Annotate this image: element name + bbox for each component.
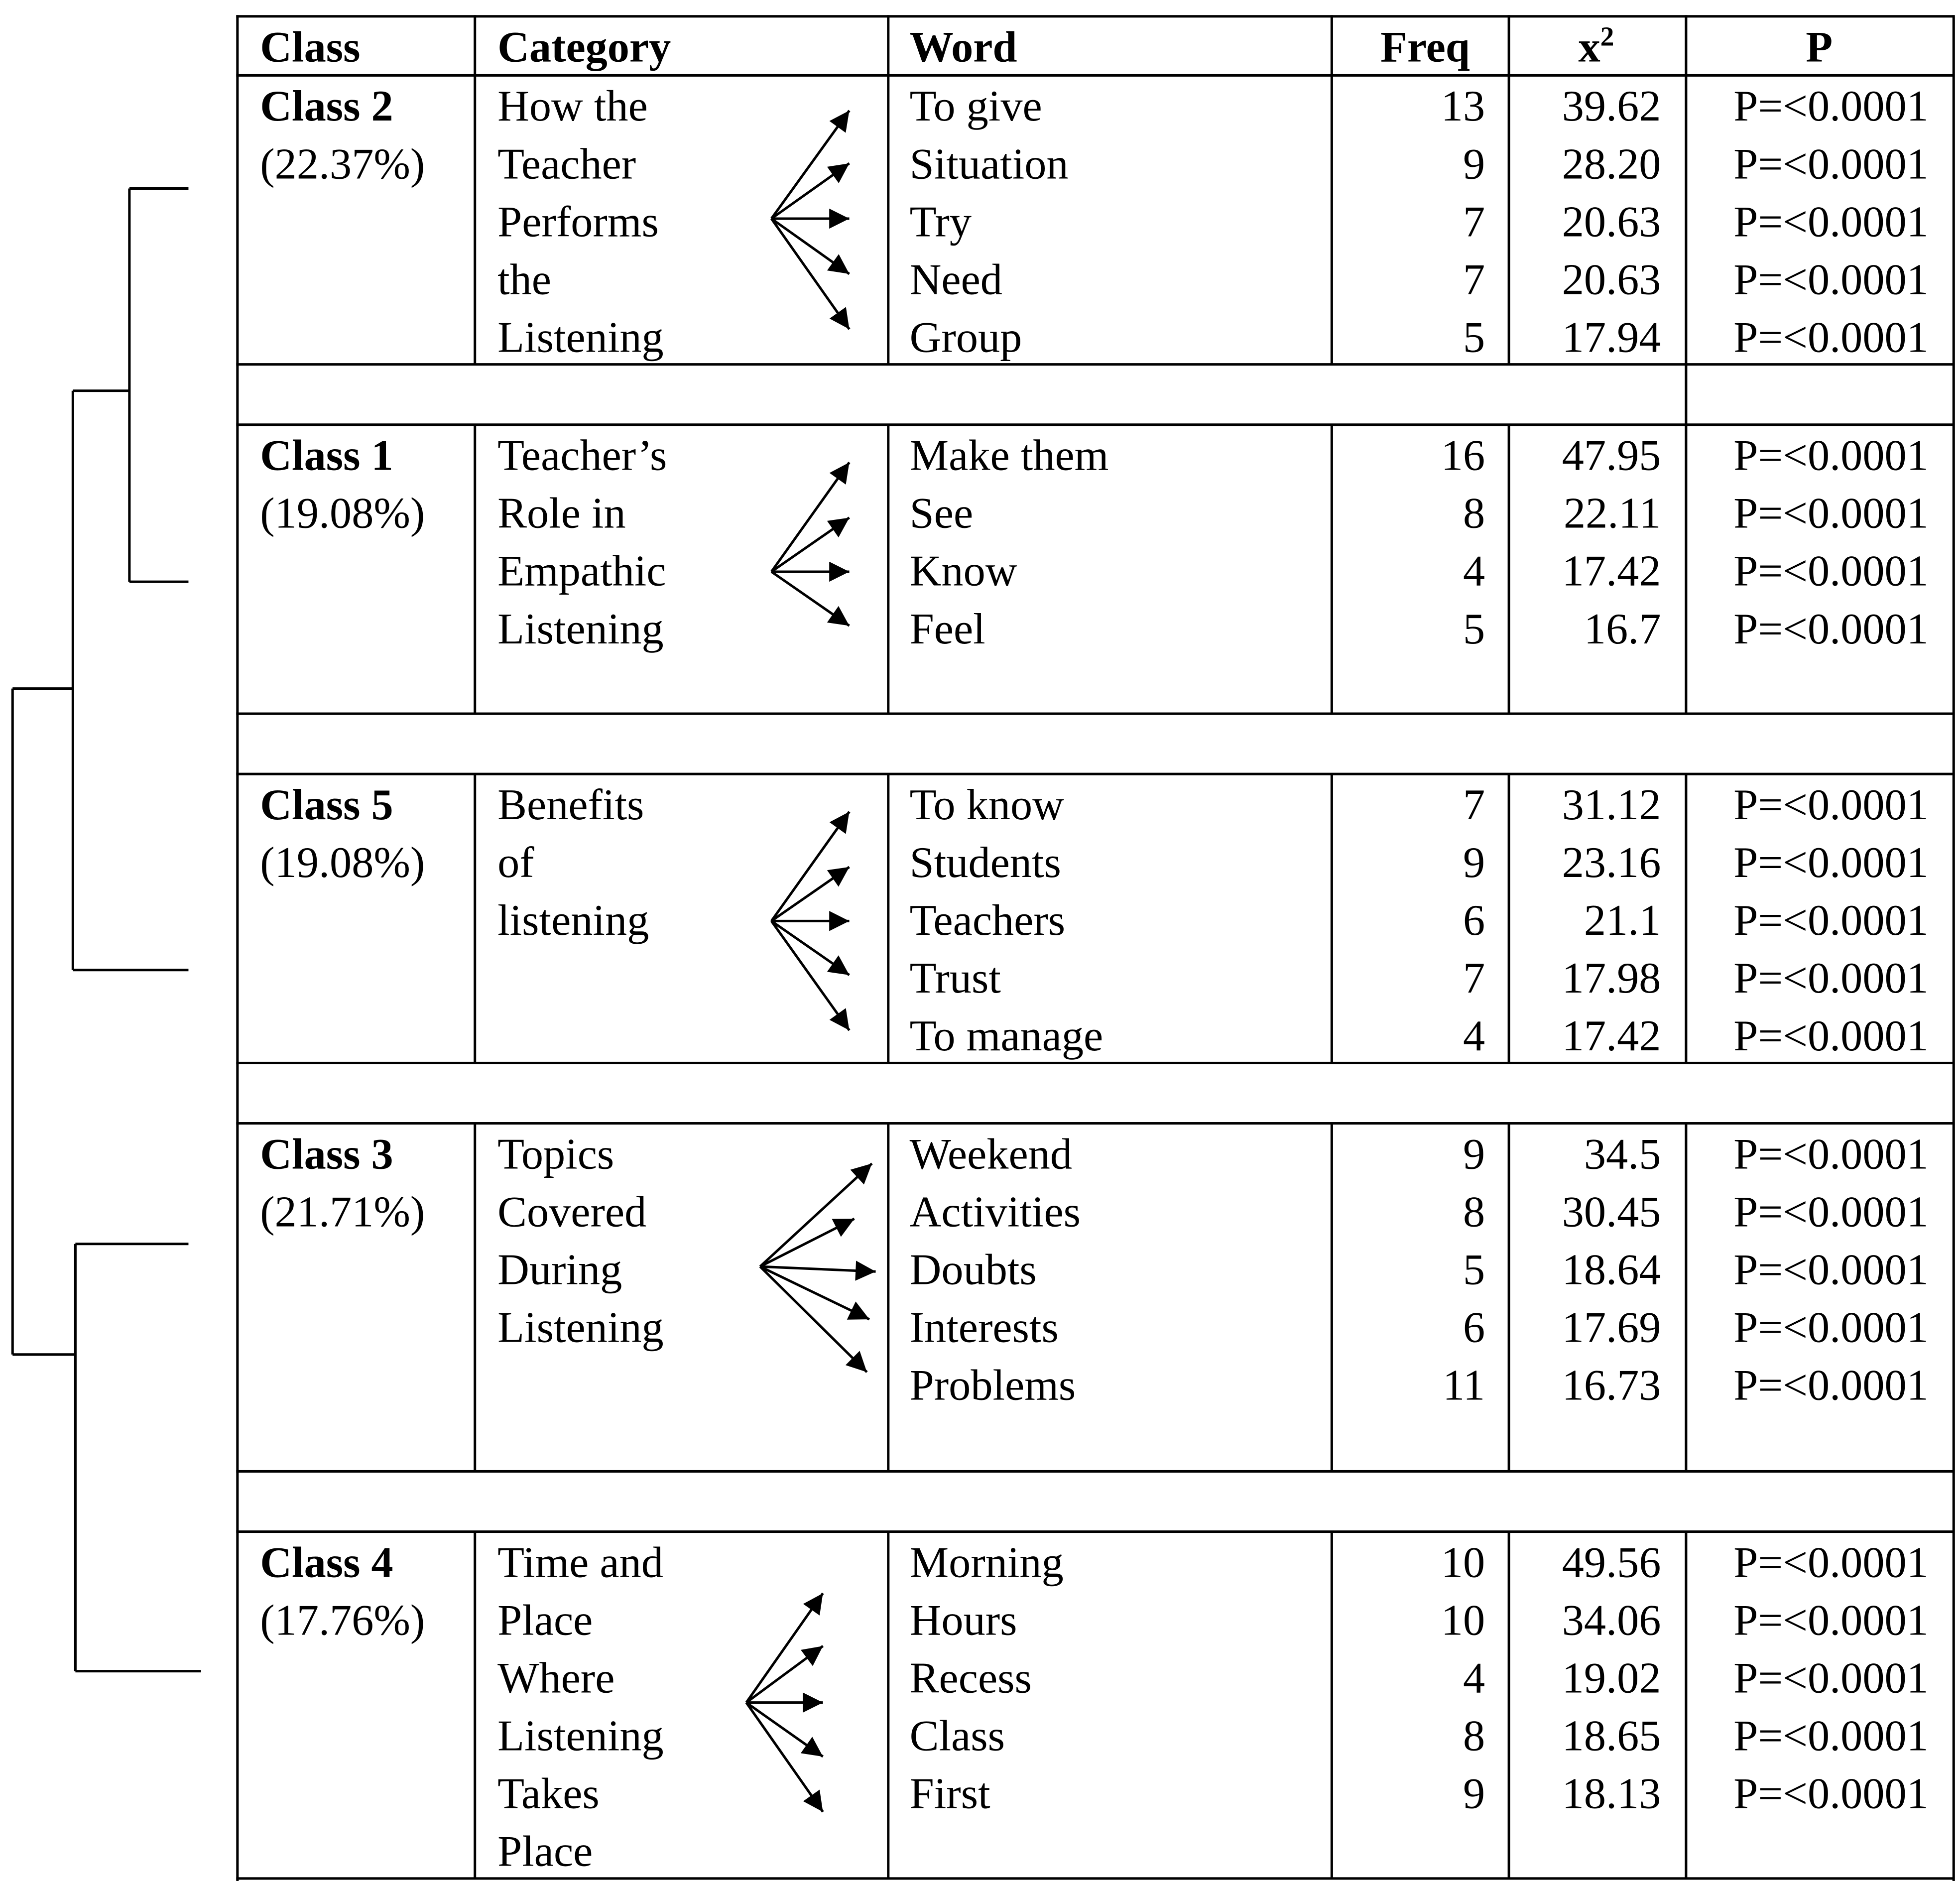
chi-square-cell: 18.64 [1562, 1245, 1661, 1294]
chi-square-cell: 34.06 [1562, 1596, 1661, 1645]
category-line: Covered [497, 1187, 647, 1237]
header-word: Word [909, 22, 1017, 72]
p-value-cell: P=<0.0001 [1733, 604, 1929, 653]
arrow-icon [760, 1266, 875, 1271]
arrow-icon [746, 1703, 823, 1812]
category-line: Place [497, 1596, 593, 1645]
arrow-icon [771, 921, 849, 975]
word-cell: Know [909, 546, 1017, 596]
category-line: Listening [497, 313, 664, 362]
freq-cell: 4 [1463, 546, 1485, 596]
arrow-icon [760, 1219, 854, 1266]
arrow-icon [771, 111, 849, 219]
word-cell: Students [909, 838, 1061, 887]
arrow-icon [771, 517, 849, 571]
word-cell: Try [909, 197, 972, 247]
word-cell: First [909, 1769, 990, 1818]
category-line: Empathic [497, 546, 666, 596]
category-line: Listening [497, 604, 664, 653]
table-rule [1685, 365, 1687, 425]
table-rule [1953, 15, 1955, 1881]
word-cell: Trust [909, 953, 1001, 1003]
p-value-cell: P=<0.0001 [1733, 838, 1929, 887]
category-line: Role in [497, 489, 626, 538]
chi-square-cell: 28.20 [1562, 139, 1661, 189]
class-name: Class 5 [260, 780, 393, 830]
p-value-cell: P=<0.0001 [1733, 895, 1929, 945]
table-rule [887, 15, 889, 75]
freq-cell: 8 [1463, 489, 1485, 538]
chi-square-cell: 16.73 [1562, 1361, 1661, 1410]
table-rule [236, 15, 1954, 17]
chi-square-cell: 34.5 [1584, 1130, 1661, 1179]
word-cell: Hours [909, 1596, 1017, 1645]
freq-cell: 7 [1463, 953, 1485, 1003]
p-value-cell: P=<0.0001 [1733, 1361, 1929, 1410]
table-rule [236, 423, 1954, 426]
category-line: of [497, 838, 534, 887]
chi-square-cell: 18.65 [1562, 1711, 1661, 1760]
table-rule [887, 75, 889, 364]
word-cell: Recess [909, 1653, 1032, 1703]
p-value-cell: P=<0.0001 [1733, 1011, 1929, 1061]
category-line: Listening [497, 1711, 664, 1760]
word-cell: Teachers [909, 895, 1066, 945]
arrow-icon [771, 219, 849, 274]
word-cell: Interests [909, 1303, 1059, 1352]
word-cell: Morning [909, 1538, 1064, 1587]
word-cell: Weekend [909, 1130, 1072, 1179]
category-line: Performs [497, 197, 659, 247]
class-percent: (19.08%) [260, 838, 425, 887]
arrow-icon [771, 921, 849, 1030]
table-rule [887, 774, 889, 1063]
p-value-cell: P=<0.0001 [1733, 431, 1929, 480]
p-value-cell: P=<0.0001 [1733, 255, 1929, 304]
p-value-cell: P=<0.0001 [1733, 953, 1929, 1003]
freq-cell: 9 [1463, 838, 1485, 887]
p-value-cell: P=<0.0001 [1733, 1187, 1929, 1237]
chi-square-cell: 22.11 [1563, 489, 1661, 538]
arrow-icon [760, 1163, 872, 1266]
freq-cell: 9 [1463, 1130, 1485, 1179]
arrow-icon [771, 163, 849, 219]
header-class: Class [260, 22, 361, 72]
category-line: How the [497, 81, 648, 131]
word-cell: Class [909, 1711, 1005, 1760]
table-rule [474, 425, 476, 714]
table-rule [887, 1124, 889, 1472]
table-rule [236, 713, 1954, 715]
chi-square-cell: 17.98 [1562, 953, 1661, 1003]
arrow-icon [771, 462, 849, 572]
chi-square-cell: 20.63 [1562, 255, 1661, 304]
word-cell: Activities [909, 1187, 1081, 1237]
arrow-icon [771, 812, 849, 921]
table-rule [236, 74, 1954, 77]
chi-square-cell: 39.62 [1562, 81, 1661, 131]
word-cell: Group [909, 313, 1022, 362]
freq-cell: 6 [1463, 895, 1485, 945]
p-value-cell: P=<0.0001 [1733, 1130, 1929, 1179]
arrow-icon [771, 572, 849, 626]
arrow-icon [760, 1266, 866, 1372]
freq-cell: 11 [1443, 1361, 1485, 1410]
freq-cell: 9 [1463, 1769, 1485, 1818]
word-cell: To know [909, 780, 1064, 830]
category-line: Takes [497, 1769, 600, 1818]
table-rule [474, 774, 476, 1063]
word-cell: Situation [909, 139, 1069, 189]
freq-cell: 4 [1463, 1653, 1485, 1703]
freq-cell: 8 [1463, 1187, 1485, 1237]
p-value-cell: P=<0.0001 [1733, 81, 1929, 131]
category-line: Where [497, 1653, 615, 1703]
header-category: Category [497, 22, 671, 72]
p-value-cell: P=<0.0001 [1733, 1769, 1929, 1818]
table-rule [1685, 15, 1687, 75]
table-rule [887, 425, 889, 714]
word-cell: Make them [909, 431, 1109, 480]
class-percent: (17.76%) [260, 1596, 425, 1645]
table-rule [474, 15, 476, 75]
category-line: Benefits [497, 780, 644, 830]
class-percent: (22.37%) [260, 139, 425, 189]
freq-cell: 5 [1463, 1245, 1485, 1294]
chi-square-cell: 23.16 [1562, 838, 1661, 887]
freq-cell: 4 [1463, 1011, 1485, 1061]
word-cell: Need [909, 255, 1002, 304]
category-line: Teacher [497, 139, 636, 189]
freq-cell: 16 [1441, 431, 1485, 480]
freq-cell: 6 [1463, 1303, 1485, 1352]
arrow-icon [746, 1593, 823, 1703]
table-rule [474, 1124, 476, 1472]
table-rule [1508, 15, 1510, 75]
class-name: Class 3 [260, 1130, 393, 1179]
chi-square-cell: 19.02 [1562, 1653, 1661, 1703]
word-cell: Doubts [909, 1245, 1037, 1294]
p-value-cell: P=<0.0001 [1733, 1596, 1929, 1645]
p-value-cell: P=<0.0001 [1733, 1245, 1929, 1294]
class-percent: (19.08%) [260, 489, 425, 538]
freq-cell: 5 [1463, 604, 1485, 653]
chi-square-cell: 31.12 [1562, 780, 1661, 830]
word-cell: See [909, 489, 974, 538]
word-cell: To give [909, 81, 1042, 131]
p-value-cell: P=<0.0001 [1733, 1711, 1929, 1760]
category-line: Place [497, 1827, 593, 1876]
freq-cell: 7 [1463, 780, 1485, 830]
word-cell: Feel [909, 604, 985, 653]
p-value-cell: P=<0.0001 [1733, 139, 1929, 189]
freq-cell: 10 [1441, 1596, 1485, 1645]
p-value-cell: P=<0.0001 [1733, 489, 1929, 538]
class-name: Class 4 [260, 1538, 393, 1587]
freq-cell: 10 [1441, 1538, 1485, 1587]
header-p: P [1806, 22, 1833, 72]
word-cell: Problems [909, 1361, 1076, 1410]
table-rule [474, 1532, 476, 1879]
chi-square-cell: 17.94 [1562, 313, 1661, 362]
category-line: Topics [497, 1130, 614, 1179]
class-percent: (21.71%) [260, 1187, 425, 1237]
class-name: Class 2 [260, 81, 393, 131]
chi-label: x [1578, 22, 1600, 72]
word-cell: To manage [909, 1011, 1103, 1061]
freq-cell: 5 [1463, 313, 1485, 362]
table-rule [236, 15, 239, 1881]
chi-superscript: 2 [1600, 20, 1614, 52]
chi-square-cell: 17.69 [1562, 1303, 1661, 1352]
category-line: Listening [497, 1303, 664, 1352]
p-value-cell: P=<0.0001 [1733, 1303, 1929, 1352]
class-name: Class 1 [260, 431, 393, 480]
category-line: Time and [497, 1538, 663, 1587]
header-chi-square [1508, 19, 1685, 77]
table-rule [236, 1122, 1954, 1125]
p-value-cell: P=<0.0001 [1733, 1653, 1929, 1703]
table-rule [236, 1470, 1954, 1473]
freq-cell: 7 [1463, 255, 1485, 304]
arrow-icon [760, 1266, 869, 1319]
chi-square-cell: 16.7 [1584, 604, 1661, 653]
freq-cell: 8 [1463, 1711, 1485, 1760]
p-value-cell: P=<0.0001 [1733, 546, 1929, 596]
p-value-cell: P=<0.0001 [1733, 780, 1929, 830]
arrow-icon [771, 867, 849, 921]
arrow-icon [771, 219, 849, 329]
chi-square-cell: 30.45 [1562, 1187, 1661, 1237]
table-rule [236, 773, 1954, 775]
chi-square-cell: 17.42 [1562, 546, 1661, 596]
arrow-icon [746, 1646, 823, 1703]
chi-square-cell: 20.63 [1562, 197, 1661, 247]
chi-square-cell: 47.95 [1562, 431, 1661, 480]
category-line: Teacher’s [497, 431, 667, 480]
freq-cell: 7 [1463, 197, 1485, 247]
category-line: the [497, 255, 552, 304]
chi-square-cell: 49.56 [1562, 1538, 1661, 1587]
category-line: During [497, 1245, 622, 1294]
freq-cell: 13 [1441, 81, 1485, 131]
table-rule [236, 1877, 1954, 1880]
table-rule [1331, 15, 1333, 75]
arrow-icon [746, 1703, 823, 1757]
header-freq: Freq [1380, 22, 1470, 72]
chi-square-cell: 17.42 [1562, 1011, 1661, 1061]
chi-square-cell: 18.13 [1562, 1769, 1661, 1818]
table-rule [887, 1532, 889, 1879]
category-line: listening [497, 895, 649, 945]
freq-cell: 9 [1463, 139, 1485, 189]
table-rule [236, 1530, 1954, 1533]
table-rule [474, 75, 476, 364]
p-value-cell: P=<0.0001 [1733, 197, 1929, 247]
p-value-cell: P=<0.0001 [1733, 1538, 1929, 1587]
chi-square-cell: 21.1 [1584, 895, 1661, 945]
p-value-cell: P=<0.0001 [1733, 313, 1929, 362]
